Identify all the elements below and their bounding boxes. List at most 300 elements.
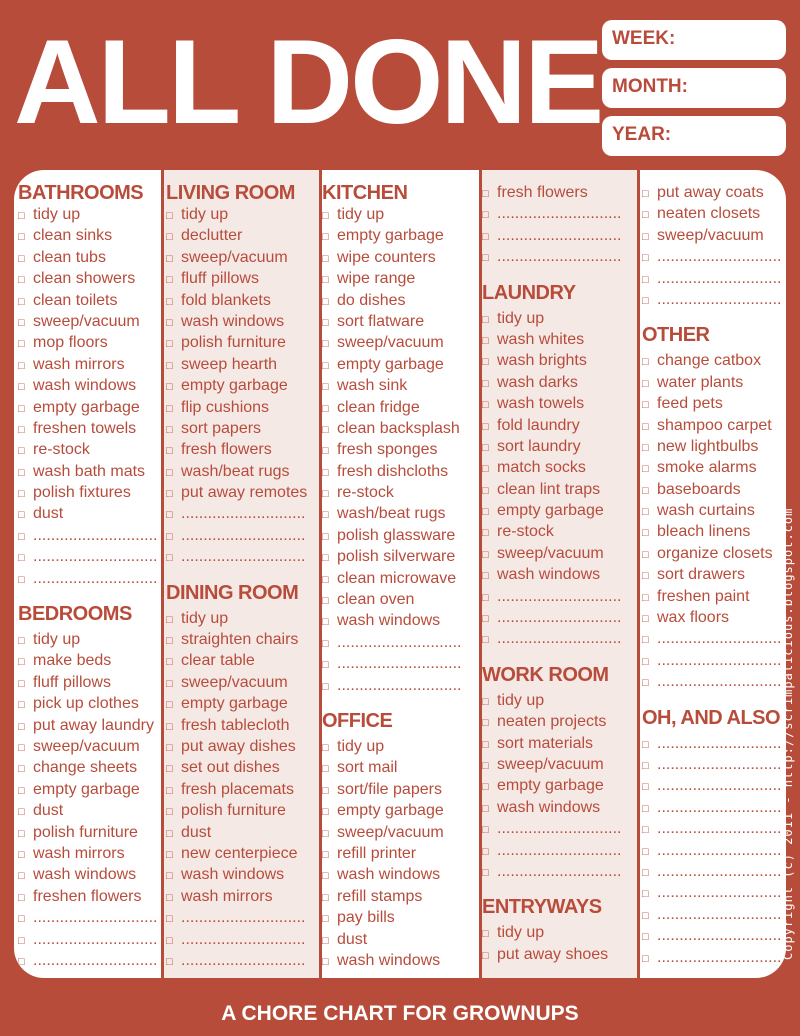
- chore-label: wash mirrors: [181, 887, 273, 905]
- chore-label: mop floors: [33, 334, 108, 352]
- checkbox[interactable]: □: [482, 866, 489, 879]
- checkbox[interactable]: □: [166, 274, 173, 287]
- checkbox[interactable]: □: [322, 509, 329, 522]
- blank-chore-line: ............................: [497, 841, 622, 859]
- checkbox[interactable]: □: [322, 827, 329, 840]
- chore-item: [166, 482, 319, 503]
- chore-item: [166, 950, 319, 971]
- checkbox[interactable]: □: [18, 530, 25, 543]
- checkbox[interactable]: □: [482, 634, 489, 647]
- checkbox[interactable]: □: [642, 570, 649, 583]
- blank-chore-line: ............................: [657, 777, 782, 795]
- checkbox[interactable]: □: [482, 441, 489, 454]
- chore-item: [18, 693, 161, 714]
- checkbox[interactable]: □: [18, 423, 25, 436]
- checkbox[interactable]: □: [18, 699, 25, 712]
- checkbox[interactable]: □: [642, 655, 649, 668]
- chore-item: [18, 672, 161, 693]
- checkbox[interactable]: □: [482, 463, 489, 476]
- checkbox[interactable]: □: [322, 848, 329, 861]
- checkbox[interactable]: □: [642, 634, 649, 647]
- checkbox[interactable]: □: [642, 931, 649, 944]
- checkbox[interactable]: □: [482, 356, 489, 369]
- chore-item: [642, 225, 786, 246]
- chore-item: [482, 415, 637, 436]
- checkbox[interactable]: □: [642, 548, 649, 561]
- checkbox[interactable]: □: [18, 359, 25, 372]
- chore-item: [482, 840, 637, 861]
- chore-item: [166, 608, 319, 629]
- checkbox[interactable]: □: [166, 913, 173, 926]
- checkbox[interactable]: □: [482, 209, 489, 222]
- checkbox[interactable]: □: [18, 295, 25, 308]
- chore-item: [166, 929, 319, 950]
- chore-label: wash windows: [181, 866, 285, 884]
- blank-chore-line: ............................: [181, 526, 306, 544]
- checkbox[interactable]: □: [482, 377, 489, 390]
- chore-item: [642, 925, 786, 946]
- chore-item: [322, 354, 479, 375]
- checkbox[interactable]: □: [166, 677, 173, 690]
- checkbox[interactable]: □: [18, 656, 25, 669]
- chore-item: [18, 650, 161, 671]
- chore-label: empty garbage: [33, 398, 140, 416]
- checkbox[interactable]: □: [166, 806, 173, 819]
- checkbox[interactable]: □: [482, 591, 489, 604]
- checkbox[interactable]: □: [18, 252, 25, 265]
- checkbox[interactable]: □: [166, 656, 173, 669]
- checkbox[interactable]: □: [166, 720, 173, 733]
- checkbox[interactable]: □: [322, 231, 329, 244]
- week-label: WEEK:: [612, 28, 676, 49]
- chore-label: wash sink: [337, 377, 408, 395]
- checkbox[interactable]: □: [166, 316, 173, 329]
- chore-label: empty garbage: [337, 227, 444, 245]
- checkbox[interactable]: □: [18, 848, 25, 861]
- blank-chore-line: ............................: [33, 569, 158, 587]
- chore-item: [482, 457, 637, 478]
- chore-item: [18, 907, 161, 928]
- checkbox[interactable]: □: [642, 888, 649, 901]
- chore-label: clear table: [181, 652, 255, 670]
- checkbox[interactable]: □: [322, 595, 329, 608]
- checkbox[interactable]: □: [166, 741, 173, 754]
- checkbox[interactable]: □: [322, 295, 329, 308]
- chore-label: wipe counters: [337, 248, 436, 266]
- checkbox[interactable]: □: [322, 659, 329, 672]
- chore-item: [642, 372, 786, 393]
- checkbox[interactable]: □: [482, 230, 489, 243]
- chore-column-2: [164, 170, 319, 978]
- checkbox[interactable]: □: [18, 488, 25, 501]
- checkbox[interactable]: □: [482, 802, 489, 815]
- blank-chore-line: ............................: [657, 734, 782, 752]
- checkbox[interactable]: □: [322, 763, 329, 776]
- checkbox[interactable]: □: [18, 210, 25, 222]
- checkbox[interactable]: □: [166, 231, 173, 244]
- chore-label: clean tubs: [33, 248, 106, 266]
- chore-item: [642, 607, 786, 628]
- checkbox[interactable]: □: [18, 573, 25, 586]
- chore-label: change catbox: [657, 352, 762, 370]
- chore-label: clean toilets: [33, 291, 118, 309]
- checkbox[interactable]: □: [642, 273, 649, 286]
- chore-label: put away shoes: [497, 945, 609, 963]
- checkbox[interactable]: □: [18, 763, 25, 776]
- checkbox[interactable]: □: [322, 316, 329, 329]
- checkbox[interactable]: □: [482, 420, 489, 433]
- checkbox[interactable]: □: [166, 784, 173, 797]
- chore-item: [18, 354, 161, 375]
- checkbox[interactable]: □: [166, 763, 173, 776]
- chore-label: re-stock: [337, 484, 394, 502]
- checkbox[interactable]: □: [482, 928, 489, 941]
- checkbox[interactable]: □: [18, 827, 25, 840]
- checkbox[interactable]: □: [18, 466, 25, 479]
- chore-label: make beds: [33, 652, 112, 670]
- checkbox[interactable]: □: [18, 870, 25, 883]
- copyright-note: Copyright (c) 2011 - http://scrimpalicious.blogspot.com: [781, 507, 795, 960]
- checkbox[interactable]: □: [482, 717, 489, 730]
- chore-label: wash windows: [337, 866, 441, 884]
- chore-item: [166, 546, 319, 567]
- chore-item: [18, 247, 161, 268]
- checkbox[interactable]: □: [166, 381, 173, 394]
- checkbox[interactable]: □: [166, 210, 173, 222]
- checkbox[interactable]: □: [642, 909, 649, 922]
- chore-label: sweep hearth: [181, 355, 278, 373]
- blank-chore-line: ............................: [657, 630, 782, 648]
- chore-item: [166, 311, 319, 332]
- chore-item: [166, 779, 319, 800]
- month-field[interactable]: [602, 68, 786, 108]
- checkbox[interactable]: □: [322, 934, 329, 947]
- chore-item: [642, 628, 786, 649]
- chore-label: tidy up: [33, 631, 81, 649]
- chore-item: [18, 332, 161, 353]
- checkbox[interactable]: □: [166, 613, 173, 626]
- chore-item: [322, 653, 479, 674]
- checkbox[interactable]: □: [166, 870, 173, 883]
- chore-item: [322, 757, 479, 778]
- checkbox[interactable]: □: [642, 209, 649, 222]
- checkbox[interactable]: □: [166, 530, 173, 543]
- checkbox[interactable]: □: [642, 441, 649, 454]
- checkbox[interactable]: □: [166, 955, 173, 968]
- blank-chore-line: ............................: [181, 909, 306, 927]
- blank-chore-line: ............................: [181, 505, 306, 523]
- checkbox[interactable]: □: [642, 252, 649, 265]
- chore-item: [166, 439, 319, 460]
- checkbox[interactable]: □: [18, 913, 25, 926]
- checkbox[interactable]: □: [482, 399, 489, 412]
- chore-label: clean sinks: [33, 227, 113, 245]
- chore-item: [642, 415, 786, 436]
- checkbox[interactable]: □: [482, 506, 489, 519]
- chore-label: sort drawers: [657, 566, 746, 584]
- chore-label: wash windows: [497, 566, 601, 584]
- checkbox[interactable]: □: [642, 399, 649, 412]
- chore-item: [482, 182, 637, 203]
- chore-label: tidy up: [497, 309, 545, 327]
- checkbox[interactable]: □: [166, 423, 173, 436]
- checkbox[interactable]: □: [642, 420, 649, 433]
- checkbox[interactable]: □: [166, 252, 173, 265]
- checkbox[interactable]: □: [322, 955, 329, 968]
- checkbox[interactable]: □: [166, 466, 173, 479]
- checkbox[interactable]: □: [166, 509, 173, 522]
- chore-item: [322, 864, 479, 885]
- checkbox[interactable]: □: [166, 934, 173, 947]
- chore-item: [18, 546, 161, 567]
- chore-label: empty garbage: [181, 377, 288, 395]
- chore-item: [642, 586, 786, 607]
- checkbox[interactable]: □: [642, 188, 649, 200]
- checkbox[interactable]: □: [482, 188, 489, 200]
- chore-item: [322, 439, 479, 460]
- checkbox[interactable]: □: [482, 334, 489, 347]
- checkbox[interactable]: □: [642, 230, 649, 243]
- chore-item: [18, 779, 161, 800]
- checkbox[interactable]: □: [642, 527, 649, 540]
- blank-chore-line: ............................: [497, 587, 622, 605]
- blank-chore-line: ............................: [337, 655, 462, 673]
- checkbox[interactable]: □: [322, 616, 329, 629]
- checkbox[interactable]: □: [482, 548, 489, 561]
- chore-label: tidy up: [181, 609, 229, 627]
- blank-chore-line: ............................: [657, 673, 782, 691]
- section-heading: OFFICE: [322, 709, 393, 732]
- checkbox[interactable]: □: [322, 870, 329, 883]
- chore-item: [322, 311, 479, 332]
- checkbox[interactable]: □: [322, 530, 329, 543]
- chore-item: [642, 840, 786, 861]
- chore-label: empty garbage: [497, 502, 604, 520]
- checkbox[interactable]: □: [18, 741, 25, 754]
- checkbox[interactable]: □: [18, 402, 25, 415]
- chore-item: [482, 308, 637, 329]
- checkbox[interactable]: □: [642, 356, 649, 369]
- checkbox[interactable]: □: [322, 338, 329, 351]
- checkbox[interactable]: □: [322, 252, 329, 265]
- chore-item: [482, 543, 637, 564]
- blank-chore-line: ............................: [33, 526, 158, 544]
- checkbox[interactable]: □: [482, 759, 489, 772]
- chore-item: [18, 800, 161, 821]
- chore-item: [482, 607, 637, 628]
- chore-label: polish furniture: [181, 802, 286, 820]
- chore-item: [642, 818, 786, 839]
- chore-label: empty garbage: [33, 780, 140, 798]
- checkbox[interactable]: □: [166, 552, 173, 565]
- checkbox[interactable]: □: [322, 913, 329, 926]
- chore-item: [18, 629, 161, 650]
- checkbox[interactable]: □: [482, 313, 489, 326]
- checkbox[interactable]: □: [322, 552, 329, 565]
- checkbox[interactable]: □: [322, 445, 329, 458]
- section-heading: OTHER: [642, 324, 710, 347]
- checkbox[interactable]: □: [482, 570, 489, 583]
- chore-label: freshen paint: [657, 587, 750, 605]
- checkbox[interactable]: □: [322, 381, 329, 394]
- checkbox[interactable]: □: [166, 402, 173, 415]
- chore-label: sweep/vacuum: [181, 673, 288, 691]
- chore-label: re-stock: [497, 523, 554, 541]
- checkbox[interactable]: □: [18, 955, 25, 968]
- checkbox[interactable]: □: [642, 484, 649, 497]
- checkbox[interactable]: □: [18, 381, 25, 394]
- chore-label: water plants: [657, 373, 744, 391]
- checkbox[interactable]: □: [482, 527, 489, 540]
- checkbox[interactable]: □: [642, 294, 649, 307]
- checkbox[interactable]: □: [322, 573, 329, 586]
- week-field[interactable]: [602, 20, 786, 60]
- chore-label: polish furniture: [33, 823, 138, 841]
- blank-chore-line: ............................: [337, 633, 462, 651]
- checkbox[interactable]: □: [18, 784, 25, 797]
- chore-label: new centerpiece: [181, 844, 298, 862]
- checkbox[interactable]: □: [642, 952, 649, 965]
- chore-item: [482, 203, 637, 224]
- chore-item: [322, 610, 479, 631]
- chore-label: sweep/vacuum: [33, 737, 140, 755]
- chore-item: [482, 586, 637, 607]
- checkbox[interactable]: □: [642, 866, 649, 879]
- chore-item: [642, 775, 786, 796]
- chore-label: dust: [181, 823, 212, 841]
- checkbox[interactable]: □: [642, 506, 649, 519]
- chore-label: put away dishes: [181, 737, 296, 755]
- chore-item: [322, 503, 479, 524]
- checkbox[interactable]: □: [18, 509, 25, 522]
- checkbox[interactable]: □: [322, 891, 329, 904]
- checkbox[interactable]: □: [322, 466, 329, 479]
- checkbox[interactable]: □: [322, 423, 329, 436]
- chore-item: [322, 843, 479, 864]
- chore-item: [642, 436, 786, 457]
- checkbox[interactable]: □: [482, 949, 489, 962]
- chore-item: [322, 375, 479, 396]
- checkbox[interactable]: □: [18, 338, 25, 351]
- checkbox[interactable]: □: [642, 824, 649, 837]
- checkbox[interactable]: □: [166, 848, 173, 861]
- checkbox[interactable]: □: [482, 484, 489, 497]
- checkbox[interactable]: □: [322, 274, 329, 287]
- chore-label: sweep/vacuum: [337, 334, 444, 352]
- chore-item: [642, 797, 786, 818]
- checkbox[interactable]: □: [322, 637, 329, 650]
- checkbox[interactable]: □: [482, 824, 489, 837]
- blank-chore-line: ............................: [497, 248, 622, 266]
- chore-item: [482, 944, 637, 965]
- checkbox[interactable]: □: [482, 613, 489, 626]
- checkbox[interactable]: □: [642, 802, 649, 815]
- chore-item: [322, 822, 479, 843]
- checkbox[interactable]: □: [166, 445, 173, 458]
- chore-item: [642, 861, 786, 882]
- checkbox[interactable]: □: [322, 741, 329, 754]
- year-field[interactable]: [602, 116, 786, 156]
- checkbox[interactable]: □: [482, 695, 489, 708]
- chore-label: sweep/vacuum: [181, 248, 288, 266]
- checkbox[interactable]: □: [322, 210, 329, 222]
- checkbox[interactable]: □: [642, 677, 649, 690]
- checkbox[interactable]: □: [166, 488, 173, 501]
- checkbox[interactable]: □: [482, 781, 489, 794]
- checkbox[interactable]: □: [322, 806, 329, 819]
- chore-item: [18, 757, 161, 778]
- checkbox[interactable]: □: [322, 359, 329, 372]
- checkbox[interactable]: □: [166, 338, 173, 351]
- checkbox[interactable]: □: [166, 827, 173, 840]
- chore-item: [642, 457, 786, 478]
- checkbox[interactable]: □: [482, 252, 489, 265]
- checkbox[interactable]: □: [18, 316, 25, 329]
- checkbox[interactable]: □: [18, 677, 25, 690]
- chore-label: sweep/vacuum: [497, 755, 604, 773]
- chore-label: change sheets: [33, 759, 138, 777]
- checkbox[interactable]: □: [18, 891, 25, 904]
- checkbox[interactable]: □: [166, 699, 173, 712]
- chore-item: [482, 521, 637, 542]
- checkbox[interactable]: □: [18, 635, 25, 648]
- checkbox[interactable]: □: [322, 488, 329, 501]
- checkbox[interactable]: □: [18, 806, 25, 819]
- checkbox[interactable]: □: [482, 845, 489, 858]
- chore-item: [322, 225, 479, 246]
- checkbox[interactable]: □: [18, 552, 25, 565]
- checkbox[interactable]: □: [482, 738, 489, 751]
- checkbox[interactable]: □: [322, 402, 329, 415]
- chore-label: put away laundry: [33, 716, 154, 734]
- checkbox[interactable]: □: [642, 845, 649, 858]
- checkbox[interactable]: □: [322, 784, 329, 797]
- checkbox[interactable]: □: [166, 635, 173, 648]
- checkbox[interactable]: □: [642, 377, 649, 390]
- blank-chore-line: ............................: [657, 884, 782, 902]
- chore-label: dust: [337, 930, 368, 948]
- blank-chore-line: ............................: [33, 930, 158, 948]
- checkbox[interactable]: □: [642, 613, 649, 626]
- chore-label: tidy up: [181, 206, 229, 223]
- chore-item: [642, 564, 786, 585]
- checkbox[interactable]: □: [166, 295, 173, 308]
- checkbox[interactable]: □: [642, 591, 649, 604]
- chore-item: [322, 675, 479, 696]
- checkbox[interactable]: □: [642, 781, 649, 794]
- chore-item: [166, 418, 319, 439]
- checkbox[interactable]: □: [18, 934, 25, 947]
- checkbox[interactable]: □: [166, 891, 173, 904]
- checkbox[interactable]: □: [18, 274, 25, 287]
- checkbox[interactable]: □: [642, 463, 649, 476]
- chore-item: [642, 182, 786, 203]
- checkbox[interactable]: □: [322, 680, 329, 693]
- chore-item: [482, 436, 637, 457]
- checkbox[interactable]: □: [18, 231, 25, 244]
- chore-item: [482, 329, 637, 350]
- chore-label: wash brights: [497, 352, 587, 370]
- checkbox[interactable]: □: [642, 759, 649, 772]
- checkbox[interactable]: □: [18, 720, 25, 733]
- chore-label: clean lint traps: [497, 480, 601, 498]
- chore-item: [18, 950, 161, 971]
- chore-item: [642, 479, 786, 500]
- checkbox[interactable]: □: [18, 445, 25, 458]
- blank-chore-line: ............................: [181, 951, 306, 969]
- checkbox[interactable]: □: [642, 738, 649, 751]
- checkbox[interactable]: □: [166, 359, 173, 372]
